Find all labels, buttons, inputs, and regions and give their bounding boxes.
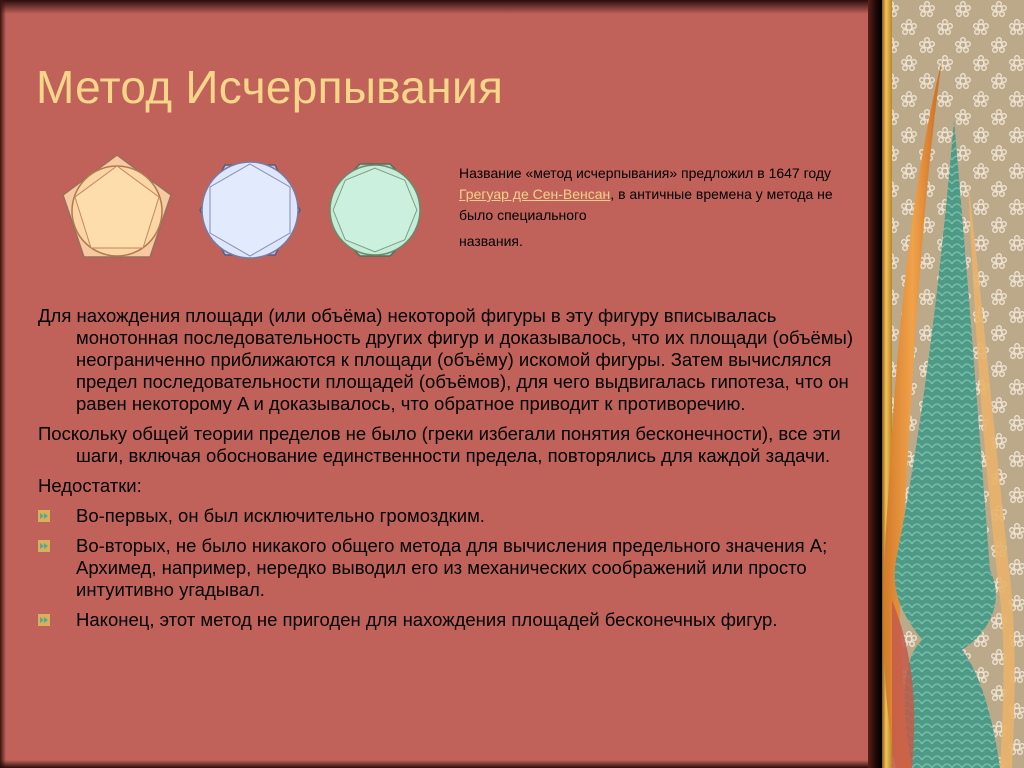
bullet-item [38, 505, 858, 527]
bottom-shadow [0, 760, 880, 768]
top-shadow [0, 0, 880, 14]
bullet-text: Во-первых, он был исключительно громоздким. [76, 505, 485, 526]
figures-illustration [60, 150, 430, 270]
gregoire-link[interactable]: Грегуар де Сен-Венсан [459, 186, 611, 202]
drawbacks-heading: Недостатки: [38, 475, 142, 496]
bullet-icon [38, 614, 50, 626]
decorative-panel [882, 0, 1024, 768]
divider [868, 0, 882, 768]
paragraph-limits: Поскольку общей теории пределов не было (греки избегали понятия бесконечности), все эти шаги, включая обоснование единственности предела, повторялись для каждой задачи. [38, 423, 841, 466]
hexagon-figure [200, 162, 300, 258]
bullet-item [38, 609, 858, 631]
slide-title: Метод Исчерпывания [36, 61, 504, 113]
paragraph-method: Для нахождения площади (или объёма) некоторой фигуры в эту фигуру вписывалась монотонная последовательность других фигур и доказывалось, что их площади (объёмы) неограниченно приближаются к площади (объёму) искомой фигуры. Затем вычислялся предел последовательности площадей (объёмов), для чего выдвигалась гипотеза, что он равен некоторому A и доказывалось, что обратное приводит к противоречию. [38, 305, 853, 414]
bullet-text: Во-вторых, не было никакого общего метода для вычисления предельного значения А; Архимед, например, нередко выводил его из механических соображений или просто интуитивно угадывал. [76, 535, 828, 600]
left-shadow [0, 0, 6, 768]
bullet-item [38, 535, 858, 601]
caption [459, 163, 849, 252]
slide-body [38, 305, 858, 639]
pentagon-figure [63, 155, 171, 257]
octagon-figure [330, 164, 420, 256]
bullet-icon [38, 540, 50, 552]
caption-text: Название «метод исчерпывания» предложил в 1647 году [459, 165, 832, 181]
caption-text-after: , в античные времена у метода не было специального [459, 186, 833, 223]
caption-last-line: названия. [459, 233, 523, 249]
bullet-icon [38, 510, 50, 522]
bullet-text: Наконец, этот метод не пригоден для нахождения площадей бесконечных фигур. [76, 609, 778, 630]
